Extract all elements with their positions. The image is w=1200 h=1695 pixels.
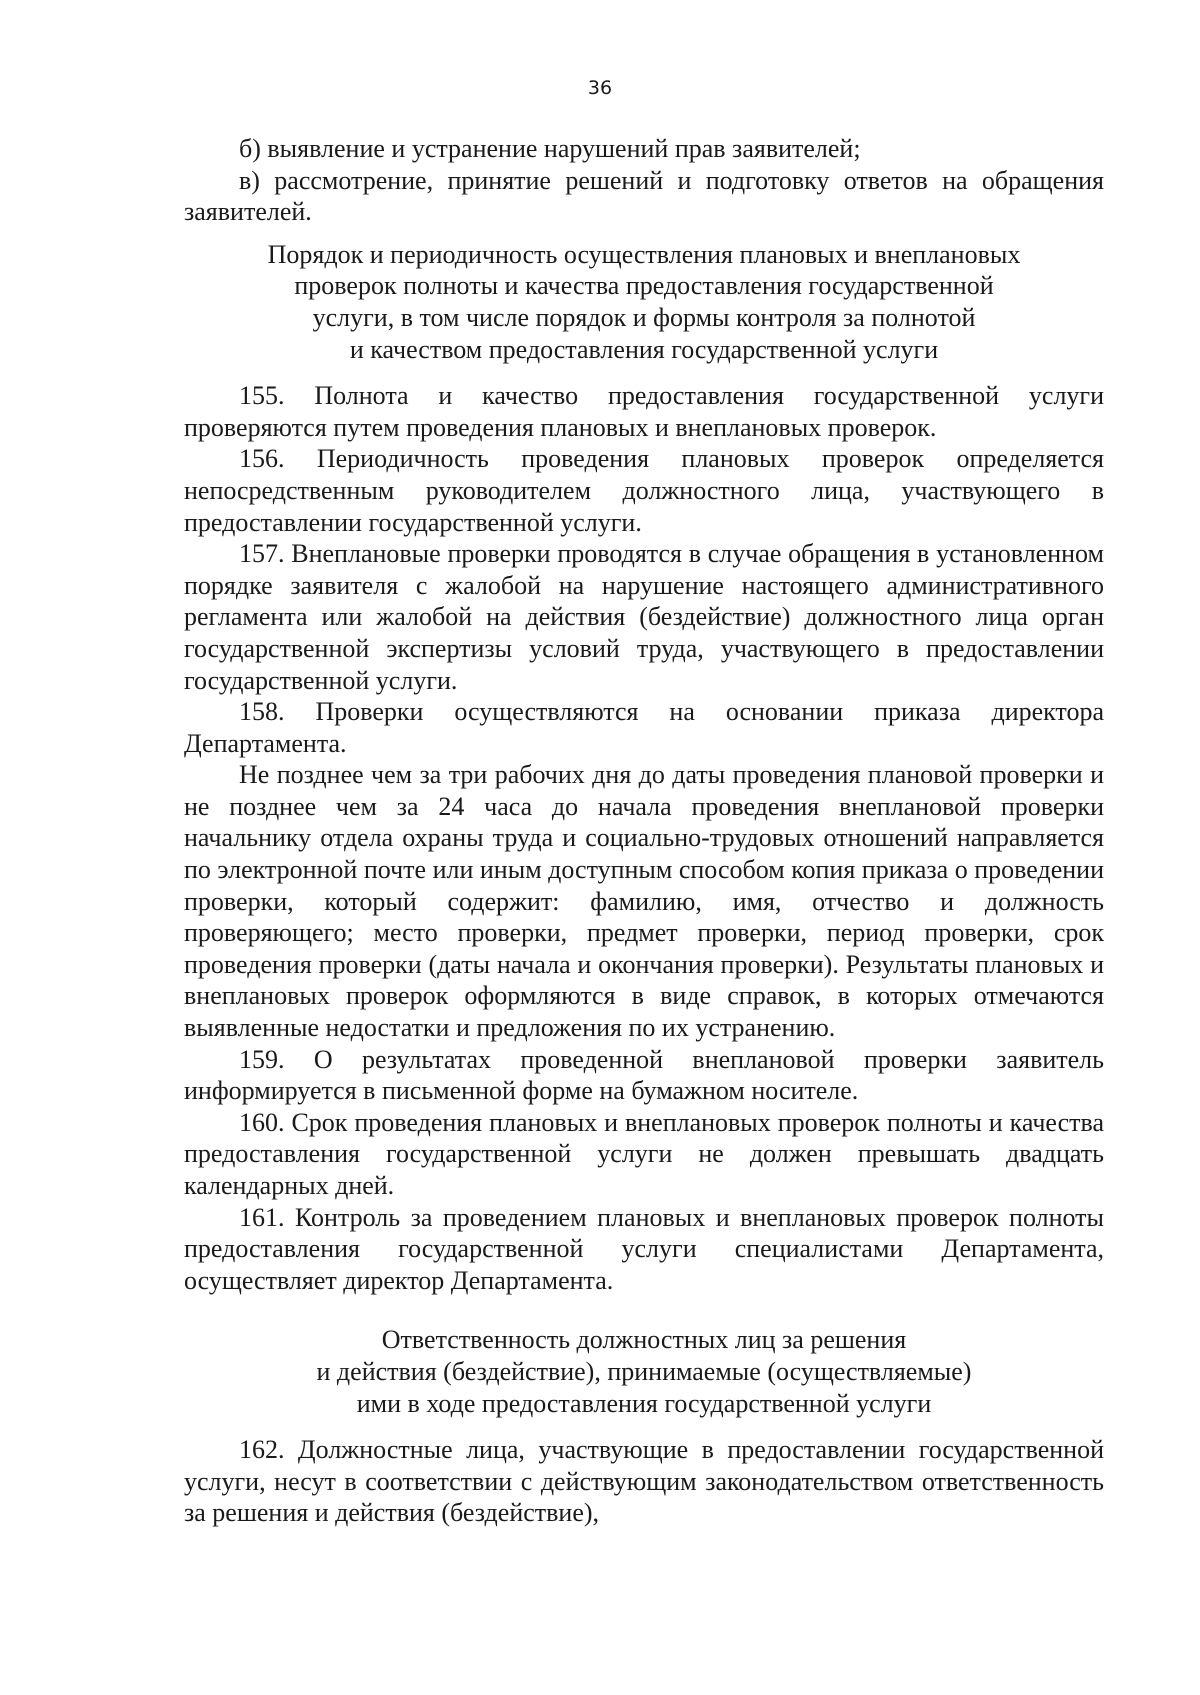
paragraph-155: 155. Полнота и качество предоставления государственной услуги проверяются путем проведения плановых и внеплановых проверок.: [184, 381, 1104, 442]
paragraph-162: 162. Должностные лица, участвующие в предоставлении государственной услуги, несут в соответствии с действующим законодательством ответственность за решения и действия (бездействие),: [184, 1435, 1104, 1528]
section-heading-responsibility: [214, 1324, 1074, 1419]
paragraph-161: 161. Контроль за проведением плановых и внеплановых проверок полноты предоставления государственной услуги специалистами Департамента, осуществляет директор Департамента.: [184, 1202, 1104, 1295]
heading-line: ими в ходе предоставления государственной услуги: [356, 1388, 932, 1418]
heading-line: услуги, в том числе порядок и формы контроля за полнотой: [312, 302, 976, 332]
heading-line: проверок полноты и качества предоставления государственной: [294, 271, 994, 301]
heading-line: Ответственность должностных лиц за решения: [381, 1325, 907, 1355]
list-item-v: в) рассмотрение, принятие решений и подготовку ответов на обращения заявителей.: [184, 165, 1104, 227]
heading-line: и действия (бездействие), принимаемые (осуществляемые): [316, 1356, 972, 1386]
page-content: [184, 133, 1104, 1529]
heading-line: и качеством предоставления государственной услуги: [349, 334, 939, 364]
page-number: 36: [587, 77, 613, 99]
section-heading-control-procedure: [214, 239, 1074, 365]
paragraph-160: 160. Срок проведения плановых и внеплановых проверок полноты и качества предоставления государственной услуги не должен превышать двадцать календарных дней.: [184, 1107, 1104, 1200]
paragraph-158-continued: Не позднее чем за три рабочих дня до даты проведения плановой проверки и не позднее чем за 24 часа до начала проведения внеплановой проверки начальнику отдела охраны труда и социально-трудовых отношений направляется по электронной почте или иным доступным способом копия приказа о проведении проверки, который содержит: фамилию, имя, отчество и должность проверяющего; место проверки, предмет проверки, период проверки, срок проведения проверки (даты начала и окончания проверки). Результаты плановых и внеплановых проверок оформляются в виде справок, в которых отмечаются выявленные недостатки и предложения по их устранению.: [184, 760, 1104, 1043]
paragraph-159: 159. О результатах проведенной внеплановой проверки заявитель информируется в письменной форме на бумажном носителе.: [184, 1044, 1104, 1106]
paragraph-157: 157. Внеплановые проверки проводятся в случае обращения в установленном порядке заявителя с жалобой на нарушение настоящего административного регламента или жалобой на действия (бездействие) должностного лица орган государственной экспертизы условий труда, участвующего в предоставлении государственной услуги.: [184, 539, 1104, 695]
paragraph-156: 156. Периодичность проведения плановых проверок определяется непосредственным руководителем должностного лица, участвующего в предоставлении государственной услуги.: [184, 444, 1104, 537]
heading-line: Порядок и периодичность осуществления плановых и внеплановых: [267, 239, 1021, 269]
paragraph-158: 158. Проверки осуществляются на основании приказа директора Департамента.: [184, 697, 1104, 758]
list-item-b: б) выявление и устранение нарушений прав заявителей;: [239, 134, 861, 163]
